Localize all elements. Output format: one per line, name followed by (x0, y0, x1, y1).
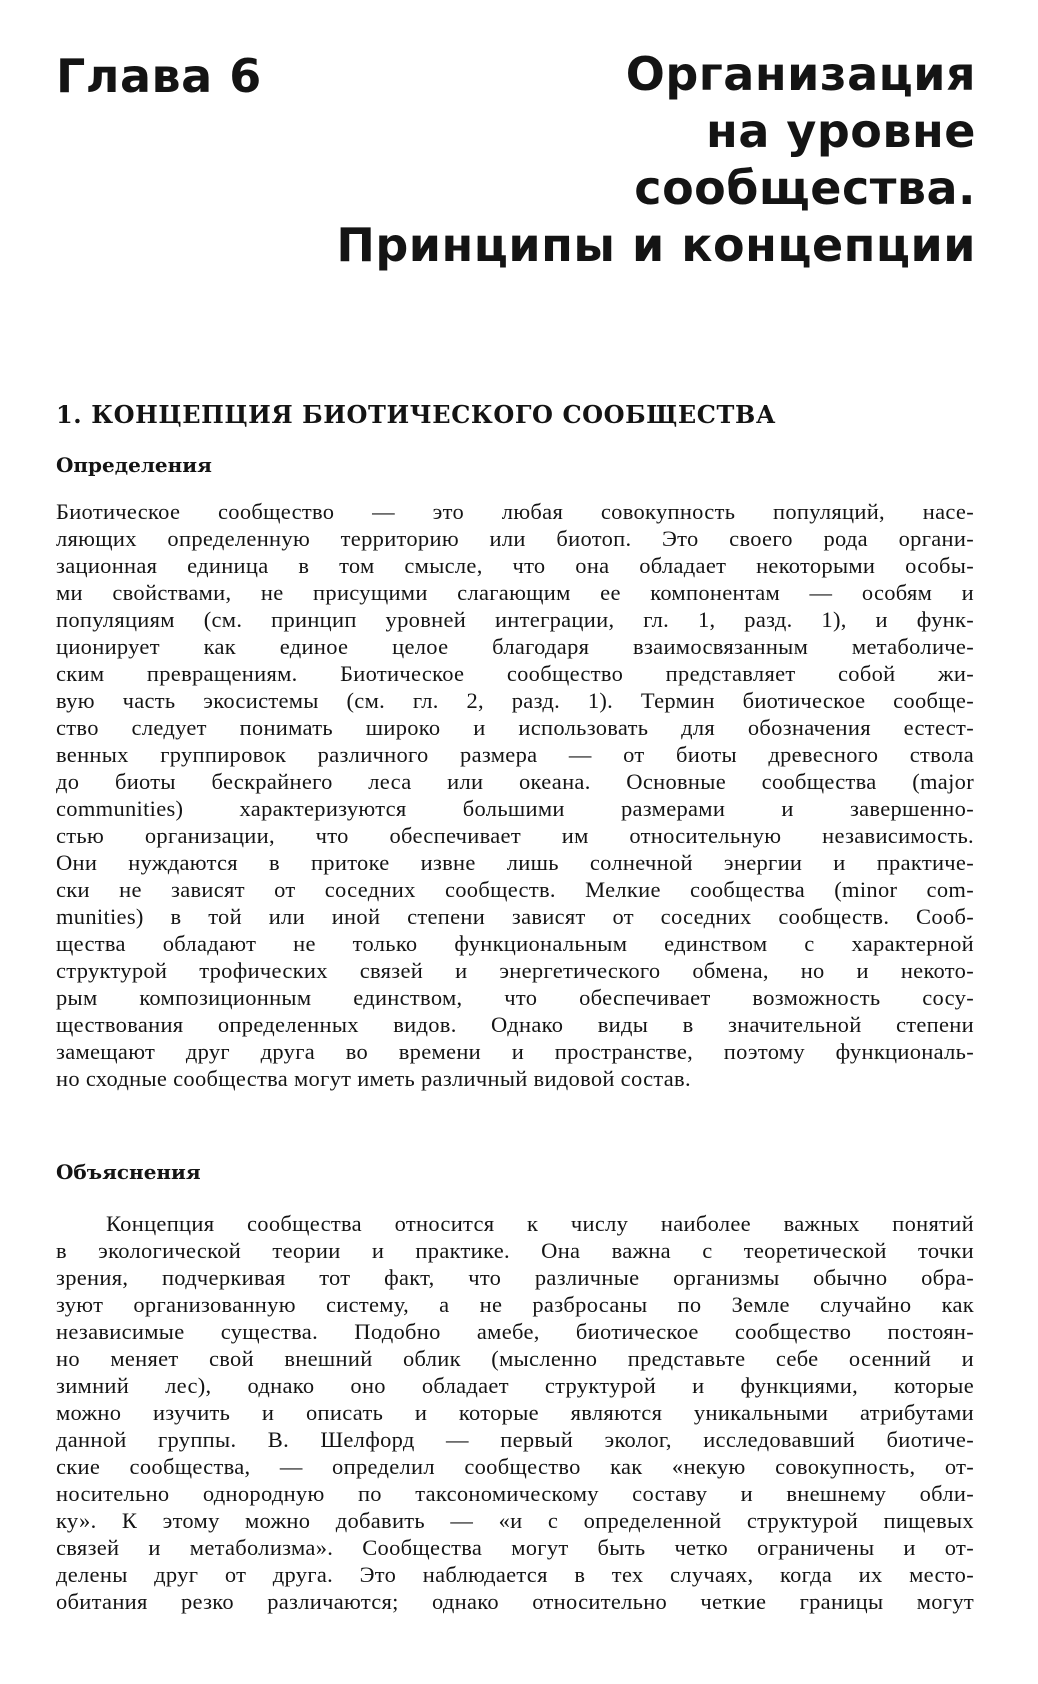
text-line: ществования определенных видов. Однако виды в значительной степени (56, 1012, 974, 1037)
text-line: вую часть экосистемы (см. гл. 2, разд. 1). Термин биотическое сообще- (56, 688, 974, 713)
explanations-paragraph (56, 1210, 974, 1615)
text-line: популяциям (см. принцип уровней интеграции, гл. 1, разд. 1), и функ- (56, 607, 974, 632)
definitions-paragraph (56, 498, 974, 1092)
text-line: носительно однородную по таксономическому составу и внешнему обли- (56, 1481, 974, 1506)
text-line: обитания резко различаются; однако относительно четкие границы могут (56, 1589, 974, 1614)
text-line: munities) в той или иной степени зависят от соседних сообществ. Сооб- (56, 904, 974, 929)
chapter-title-line: Принципы и концепции (336, 218, 976, 272)
text-line: ционирует как единое целое благодаря взаимосвязанным метаболиче- (56, 634, 974, 659)
text-line: но сходные сообщества могут иметь различный видовой состав. (56, 1066, 691, 1091)
text-line: до биоты бескрайнего леса или океана. Основные сообщества (major (56, 769, 974, 794)
chapter-title-line: сообщества. (634, 161, 976, 215)
text-line: связей и метаболизма». Сообщества могут быть четко ограничены и от- (56, 1535, 974, 1560)
text-line: ми свойствами, не присущими слагающим ее компонентам — особям и (56, 580, 974, 605)
text-line: ские сообщества, — определил сообщество как «некую совокупность, от- (56, 1454, 974, 1479)
text-line: ляющих определенную территорию или биотоп. Это своего рода органи- (56, 526, 974, 551)
text-line: независимые существа. Подобно амебе, биотическое сообщество постоян- (56, 1319, 974, 1344)
text-line: в экологической теории и практике. Она важна с теоретической точки (56, 1238, 974, 1263)
chapter-title-line: Организация (625, 47, 976, 101)
text-line: communities) характеризуются большими размерами и завершенно- (56, 796, 974, 821)
text-line: данной группы. В. Шелфорд — первый эколог, исследовавший биотиче- (56, 1427, 974, 1452)
text-line: щества обладают не только функциональным единством с характерной (56, 931, 974, 956)
definitions-heading: Определения (56, 453, 212, 477)
chapter-title (336, 46, 976, 274)
chapter-title-line: на уровне (706, 104, 976, 158)
text-line: замещают друг друга во времени и пространстве, поэтому функциональ- (56, 1039, 974, 1064)
text-line: ским превращениям. Биотическое сообщество представляет собой жи- (56, 661, 974, 686)
text-line: зрения, подчеркивая тот факт, что различные организмы обычно обра- (56, 1265, 974, 1290)
text-line: но меняет свой внешний облик (мысленно представьте себе осенний и (56, 1346, 974, 1371)
text-line: зационная единица в том смысле, что она обладает некоторыми особы- (56, 553, 974, 578)
text-line: ство следует понимать широко и использовать для обозначения естест- (56, 715, 974, 740)
chapter-label: Глава 6 (56, 49, 262, 103)
text-line: стью организации, что обеспечивает им относительную независимость. (56, 823, 974, 848)
text-line: делены друг от друга. Это наблюдается в тех случаях, когда их место- (56, 1562, 974, 1587)
text-line: структурой трофических связей и энергетического обмена, но и некото- (56, 958, 974, 983)
text-line: рым композиционным единством, что обеспечивает возможность сосу- (56, 985, 974, 1010)
text-line: Концепция сообщества относится к числу наиболее важных понятий (106, 1211, 974, 1236)
text-line: венных группировок различного размера — от биоты древесного ствола (56, 742, 974, 767)
text-line: зуют организованную систему, а не разбросаны по Земле случайно как (56, 1292, 974, 1317)
text-line: ски не зависят от соседних сообществ. Мелкие сообщества (minor com- (56, 877, 974, 902)
section-heading: 1. КОНЦЕПЦИЯ БИОТИЧЕСКОГО СООБЩЕСТВА (56, 400, 777, 429)
text-line: ку». К этому можно добавить — «и с определенной структурой пищевых (56, 1508, 974, 1533)
text-line: Они нуждаются в притоке извне лишь солнечной энергии и практиче- (56, 850, 974, 875)
explanations-heading: Объяснения (56, 1160, 201, 1184)
text-line: можно изучить и описать и которые являются уникальными атрибутами (56, 1400, 974, 1425)
text-line: Биотическое сообщество — это любая совокупность популяций, насе- (56, 499, 974, 524)
text-line: зимний лес), однако оно обладает структурой и функциями, которые (56, 1373, 974, 1398)
